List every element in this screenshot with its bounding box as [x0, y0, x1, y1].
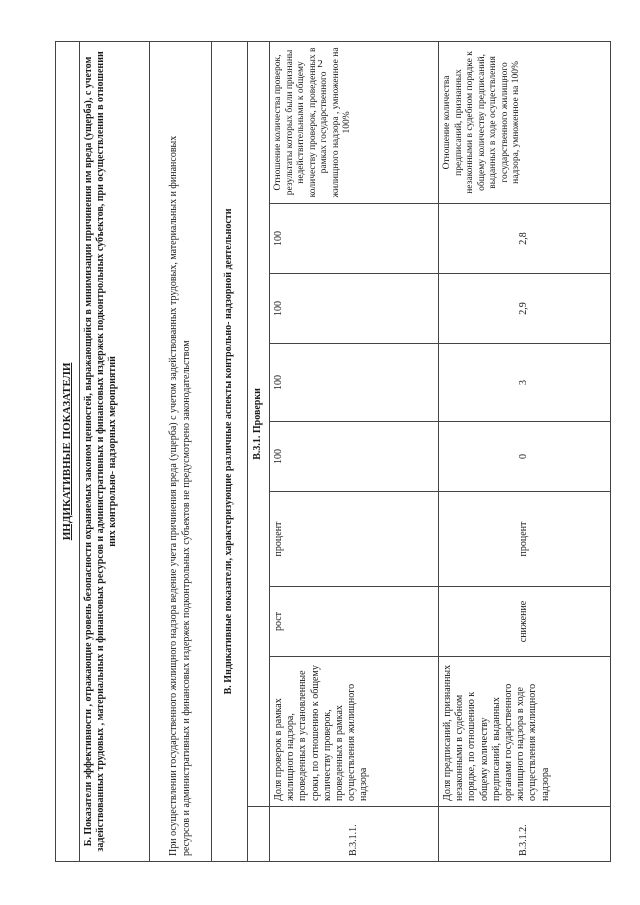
row-trend: снижение	[439, 587, 611, 657]
row-value-1: 100	[270, 422, 439, 492]
row-value-4: 2,8	[439, 204, 611, 274]
row-value-2: 3	[439, 344, 611, 422]
row-value-3: 2,9	[439, 274, 611, 344]
indicators-table-sheet	[55, 42, 610, 862]
indicators-table	[55, 41, 611, 862]
table-row	[439, 41, 611, 861]
row-code: В.3.1.2.	[439, 807, 611, 862]
row-value-3: 100	[270, 274, 439, 344]
row-code: В.3.1.1.	[270, 807, 439, 862]
row-name: Доля предписаний, признанных незаконными в судебном порядке, по отношению к общему количеству предписаний, выданных органами государственного жилищного надзора в ходе осуществления жилищного надзора	[439, 657, 611, 807]
subsection-title: В.3.1. Проверки	[248, 41, 270, 806]
page-number: 2	[317, 58, 323, 70]
row-formula: Отношение количества проверок, результаты которых были признаны недействительными к общему количеству проверок, проведенных в рамках государственного жилищного надзора , умноженное на 100%	[270, 41, 439, 203]
row-formula: Отношение количества предписаний, признанных незаконными в судебном порядке к общему количеству предписаний, выданных в ходе осуществления государственного жилищного надзора, умноженное на 100%	[439, 41, 611, 203]
subsection-code-cell	[248, 807, 270, 862]
row-value-4: 100	[270, 204, 439, 274]
table-row	[270, 41, 439, 861]
section-v-title: В. Индикативные показатели, характеризующие различные аспекты контрольно- надзорной деятельности	[212, 41, 248, 861]
row-value-1: 0	[439, 422, 611, 492]
section-b-note: При осуществлении государственного жилищного надзора ведение учета причинения вреда (ущерба) с учетом задействованных трудовых, материальных и финансовых ресурсов и административных и финансовых издержек подконтрольных субъектов не предусмотрено законодательством	[150, 41, 212, 861]
row-unit: процент	[439, 492, 611, 587]
row-name: Доля проверок в рамках жилищного надзора, проведенных в установленные сроки, по отношению к общему количеству проверок, проведенных в рамках осуществления жилищного надзора	[270, 657, 439, 807]
row-unit: процент	[270, 492, 439, 587]
row-value-2: 100	[270, 344, 439, 422]
table-heading: ИНДИКАТИВНЫЕ ПОКАЗАТЕЛИ	[56, 41, 80, 861]
section-b-title: Б. Показатели эффективности , отражающие уровень безопасности охраняемых законом ценностей, выражающийся в минимизации причинения им вреда (ущерба), с учетом задействованных трудовых , материальных и финансовых ресурсов и административных и финансовых издержек подконтрольных субъектов, при осуществлении в отношении них контрольно- надзорных мероприятий	[80, 41, 150, 861]
row-trend: рост	[270, 587, 439, 657]
